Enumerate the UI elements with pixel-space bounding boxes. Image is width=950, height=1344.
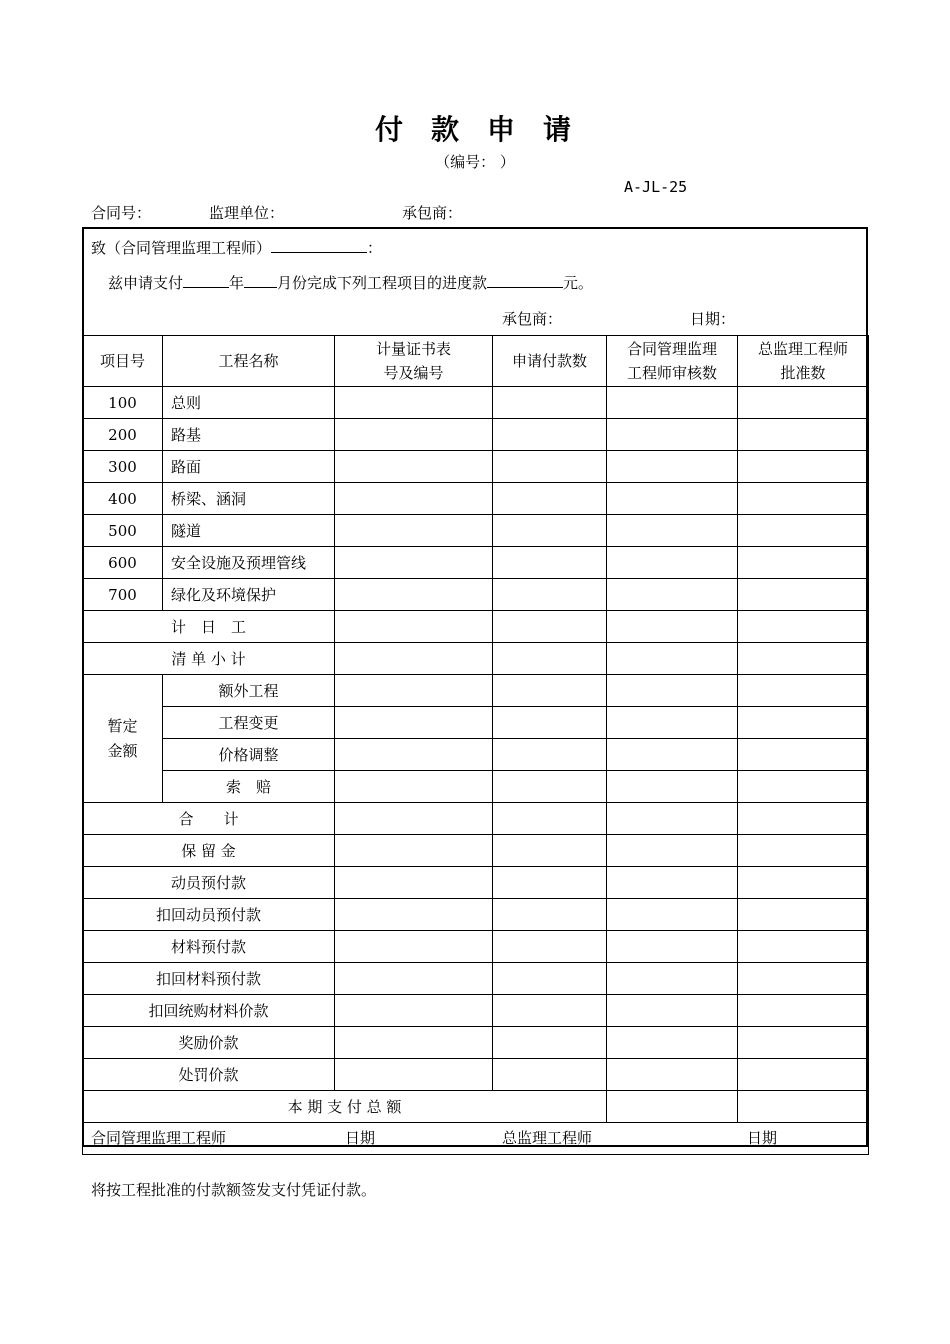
entry-cell[interactable] — [493, 1059, 607, 1091]
entry-cell[interactable] — [493, 547, 607, 579]
entry-cell[interactable] — [607, 739, 738, 771]
title-char: 付 — [374, 113, 407, 146]
entry-cell[interactable] — [335, 803, 493, 835]
entry-cell[interactable] — [738, 995, 869, 1027]
deduction-row — [83, 835, 869, 867]
deduction-row — [83, 995, 869, 1027]
payment-table — [82, 335, 869, 1155]
item-row — [83, 515, 869, 547]
addressee-blank[interactable] — [271, 236, 367, 253]
entry-cell[interactable] — [607, 515, 738, 547]
column-header: 总监理工程师 批准数 — [738, 336, 869, 387]
entry-cell[interactable] — [335, 643, 493, 675]
item-row — [83, 483, 869, 515]
entry-cell[interactable] — [335, 419, 493, 451]
entry-cell[interactable] — [607, 707, 738, 739]
entry-cell[interactable] — [493, 963, 607, 995]
item-name: 绿化及环境保护 — [163, 579, 335, 611]
entry-cell[interactable] — [335, 451, 493, 483]
entry-cell[interactable] — [607, 899, 738, 931]
lower-item-label: 保 留 金 — [83, 835, 335, 867]
period-total-row — [83, 1091, 869, 1123]
entry-cell[interactable] — [738, 611, 869, 643]
entry-cell[interactable] — [493, 611, 607, 643]
entry-cell[interactable] — [493, 771, 607, 803]
entry-cell[interactable] — [738, 931, 869, 963]
entry-cell[interactable] — [493, 995, 607, 1027]
month-text: 月份完成下列工程项目的进度款 — [277, 274, 488, 292]
item-code: 500 — [83, 515, 163, 547]
lower-item-label: 扣回动员预付款 — [83, 899, 335, 931]
entry-cell[interactable] — [607, 835, 738, 867]
total-label: 合 计 — [83, 803, 335, 835]
year-blank[interactable] — [183, 271, 229, 288]
item-row — [83, 451, 869, 483]
addressee-line — [91, 236, 382, 258]
item-code: 100 — [83, 387, 163, 419]
entry-cell[interactable] — [738, 515, 869, 547]
entry-cell[interactable] — [607, 419, 738, 451]
deduction-row — [83, 963, 869, 995]
item-row — [83, 579, 869, 611]
provisional-row — [83, 675, 869, 707]
engineer-date-label: 日期 — [345, 1129, 376, 1147]
entry-cell[interactable] — [335, 963, 493, 995]
entry-cell[interactable] — [335, 547, 493, 579]
entry-cell[interactable] — [738, 579, 869, 611]
amount-blank[interactable] — [487, 271, 563, 288]
entry-cell[interactable] — [335, 707, 493, 739]
entry-cell[interactable] — [335, 611, 493, 643]
deduction-row — [83, 931, 869, 963]
entry-cell[interactable] — [607, 387, 738, 419]
entry-cell[interactable] — [607, 547, 738, 579]
item-name: 桥梁、涵洞 — [163, 483, 335, 515]
entry-cell[interactable] — [493, 483, 607, 515]
entry-cell[interactable] — [335, 835, 493, 867]
entry-cell[interactable] — [335, 771, 493, 803]
item-name: 路面 — [163, 451, 335, 483]
form-code: A-JL-25 — [624, 178, 688, 196]
header-contractor-label: 承包商： — [502, 310, 563, 328]
lower-item-label: 扣回统购材料价款 — [83, 995, 335, 1027]
provisional-item: 价格调整 — [163, 739, 335, 771]
month-blank[interactable] — [244, 271, 277, 288]
provisional-label: 暂定 金额 — [83, 675, 163, 803]
entry-cell[interactable] — [335, 579, 493, 611]
provisional-item: 额外工程 — [163, 675, 335, 707]
item-code: 700 — [83, 579, 163, 611]
entry-cell[interactable] — [607, 995, 738, 1027]
footnote: 将按工程批准的付款额签发支付凭证付款。 — [91, 1181, 377, 1199]
entry-cell[interactable] — [493, 451, 607, 483]
deduction-row — [83, 899, 869, 931]
lower-item-label: 动员预付款 — [83, 867, 335, 899]
provisional-item: 索 赔 — [163, 771, 335, 803]
title-char: 款 — [430, 113, 463, 146]
entry-cell[interactable] — [493, 803, 607, 835]
entry-cell[interactable] — [607, 611, 738, 643]
entry-cell[interactable] — [335, 1059, 493, 1091]
entry-cell[interactable] — [738, 1059, 869, 1091]
entry-cell[interactable] — [493, 579, 607, 611]
lower-item-label: 扣回材料预付款 — [83, 963, 335, 995]
entry-cell[interactable] — [738, 963, 869, 995]
provisional-row — [83, 739, 869, 771]
entry-cell[interactable] — [738, 643, 869, 675]
table-header-row — [83, 336, 869, 387]
entry-cell[interactable] — [493, 1027, 607, 1059]
entry-cell[interactable] — [738, 803, 869, 835]
entry-cell[interactable] — [738, 867, 869, 899]
subtotal-label: 清 单 小 计 — [83, 643, 335, 675]
entry-cell[interactable] — [335, 483, 493, 515]
entry-cell[interactable] — [738, 1027, 869, 1059]
total-row — [83, 803, 869, 835]
lower-item-label: 奖励价款 — [83, 1027, 335, 1059]
column-header: 项目号 — [83, 336, 163, 387]
item-code: 300 — [83, 451, 163, 483]
entry-cell[interactable] — [738, 739, 869, 771]
entry-cell[interactable] — [493, 835, 607, 867]
chief-date-label: 日期 — [747, 1129, 778, 1147]
entry-cell[interactable] — [607, 1027, 738, 1059]
item-name: 总则 — [163, 387, 335, 419]
entry-cell[interactable] — [493, 419, 607, 451]
column-header: 申请付款数 — [493, 336, 607, 387]
subtotal-row — [83, 643, 869, 675]
item-name: 隧道 — [163, 515, 335, 547]
page-title — [0, 108, 950, 148]
entry-cell[interactable] — [738, 899, 869, 931]
item-name: 安全设施及预埋管线 — [163, 547, 335, 579]
entry-cell[interactable] — [607, 931, 738, 963]
provisional-row — [83, 771, 869, 803]
entry-cell[interactable] — [335, 1027, 493, 1059]
engineer-signature-label: 合同管理监理工程师 — [91, 1129, 227, 1147]
item-code: 400 — [83, 483, 163, 515]
entry-cell[interactable] — [738, 707, 869, 739]
day-work-label: 计 日 工 — [83, 611, 335, 643]
item-code: 600 — [83, 547, 163, 579]
chief-signature-label: 总监理工程师 — [502, 1129, 593, 1147]
deduction-row — [83, 1027, 869, 1059]
year-label: 年 — [229, 274, 245, 292]
contract-no-label: 合同号： — [91, 204, 152, 222]
yuan-label: 元。 — [563, 274, 594, 292]
document-number: （编号： ） — [435, 153, 515, 171]
entry-cell[interactable] — [335, 675, 493, 707]
entry-cell[interactable] — [607, 1091, 738, 1123]
entry-cell[interactable] — [607, 803, 738, 835]
entry-cell[interactable] — [493, 643, 607, 675]
entry-cell[interactable] — [493, 899, 607, 931]
entry-cell[interactable] — [335, 387, 493, 419]
item-row — [83, 387, 869, 419]
entry-cell[interactable] — [738, 675, 869, 707]
entry-cell[interactable] — [493, 931, 607, 963]
entry-cell[interactable] — [493, 515, 607, 547]
entry-cell[interactable] — [493, 739, 607, 771]
entry-cell[interactable] — [738, 771, 869, 803]
item-name: 路基 — [163, 419, 335, 451]
contractor-label: 承包商： — [402, 204, 463, 222]
addressee-suffix: ： — [367, 239, 383, 257]
entry-cell[interactable] — [607, 867, 738, 899]
entry-cell[interactable] — [738, 419, 869, 451]
entry-cell[interactable] — [738, 387, 869, 419]
lower-item-label: 材料预付款 — [83, 931, 335, 963]
title-char: 请 — [543, 113, 576, 146]
entry-cell[interactable] — [335, 515, 493, 547]
entry-cell[interactable] — [607, 771, 738, 803]
entry-cell[interactable] — [607, 643, 738, 675]
entry-cell[interactable] — [607, 963, 738, 995]
entry-cell[interactable] — [607, 579, 738, 611]
entry-cell[interactable] — [738, 483, 869, 515]
entry-cell[interactable] — [335, 899, 493, 931]
entry-cell[interactable] — [335, 995, 493, 1027]
item-code: 200 — [83, 419, 163, 451]
entry-cell[interactable] — [738, 547, 869, 579]
entry-cell[interactable] — [335, 931, 493, 963]
column-header: 工程名称 — [163, 336, 335, 387]
entry-cell[interactable] — [607, 451, 738, 483]
entry-cell[interactable] — [607, 675, 738, 707]
provisional-row — [83, 707, 869, 739]
entry-cell[interactable] — [738, 451, 869, 483]
signature-row — [83, 1123, 869, 1155]
day-work-row — [83, 611, 869, 643]
period-total-label: 本 期 支 付 总 额 — [83, 1091, 607, 1123]
column-header: 计量证书表 号及编号 — [335, 336, 493, 387]
request-prefix: 兹申请支付 — [108, 274, 184, 292]
entry-cell[interactable] — [493, 387, 607, 419]
entry-cell[interactable] — [335, 867, 493, 899]
lower-item-label: 处罚价款 — [83, 1059, 335, 1091]
addressee-label: 致（合同管理监理工程师） — [91, 239, 272, 257]
header-date-label: 日期： — [690, 310, 736, 328]
item-row — [83, 419, 869, 451]
entry-cell[interactable] — [738, 1091, 869, 1123]
entry-cell[interactable] — [493, 675, 607, 707]
entry-cell[interactable] — [493, 867, 607, 899]
entry-cell[interactable] — [335, 739, 493, 771]
column-header: 合同管理监理 工程师审核数 — [607, 336, 738, 387]
entry-cell[interactable] — [738, 835, 869, 867]
supervision-unit-label: 监理单位： — [209, 204, 285, 222]
provisional-item: 工程变更 — [163, 707, 335, 739]
item-row — [83, 547, 869, 579]
deduction-row — [83, 867, 869, 899]
signature-cell — [83, 1123, 869, 1155]
deduction-row — [83, 1059, 869, 1091]
title-char: 申 — [487, 113, 520, 146]
request-line — [108, 271, 593, 293]
entry-cell[interactable] — [493, 707, 607, 739]
entry-cell[interactable] — [607, 1059, 738, 1091]
entry-cell[interactable] — [607, 483, 738, 515]
